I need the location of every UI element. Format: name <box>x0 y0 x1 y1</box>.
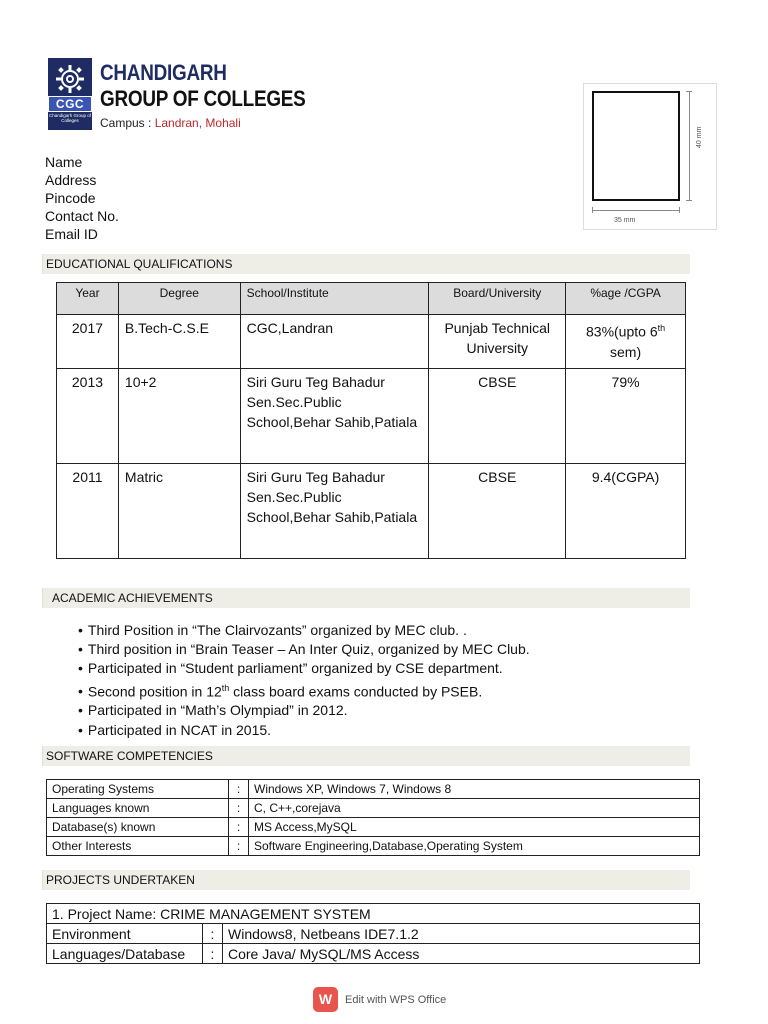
separator: : <box>203 924 223 944</box>
software-value: Software Engineering,Database,Operating System <box>249 837 700 856</box>
year-cell: 2017 <box>57 315 119 369</box>
software-heading: SOFTWARE COMPETENCIES <box>42 746 690 766</box>
width-dimension-line <box>592 207 680 213</box>
pincode-label: Pincode <box>45 190 96 206</box>
software-key: Other Interests <box>47 837 229 856</box>
school-cell: CGC,Landran <box>240 315 429 369</box>
address-label: Address <box>45 172 97 188</box>
column-header: School/Institute <box>240 283 429 315</box>
software-key: Operating Systems <box>47 780 229 799</box>
score-cell: 9.4(CGPA) <box>566 464 686 559</box>
table-row <box>47 904 700 924</box>
table-row <box>47 944 700 964</box>
year-cell: 2011 <box>57 464 119 559</box>
college-logo <box>48 58 306 132</box>
height-dimension-line <box>686 91 692 201</box>
board-cell: CBSE <box>429 464 566 559</box>
achievements-list <box>78 621 530 740</box>
achievements-heading: ACADEMIC ACHIEVEMENTS <box>42 588 690 608</box>
projects-table <box>46 903 700 964</box>
name-label: Name <box>45 154 83 170</box>
software-value: C, C++,corejava <box>249 799 700 818</box>
separator: : <box>229 799 249 818</box>
logo-title-line2: GROUP OF COLLEGES <box>100 86 306 111</box>
achievement-text: Second position in 12 <box>87 683 222 700</box>
degree-cell: B.Tech-C.S.E <box>118 315 240 369</box>
contact-label: Contact No. <box>45 208 119 224</box>
gear-emblem-icon <box>55 64 85 94</box>
software-key: Database(s) known <box>47 818 229 837</box>
software-table <box>46 779 700 856</box>
table-row <box>57 315 686 369</box>
project-value: Windows8, Netbeans IDE7.1.2 <box>223 924 700 944</box>
email-label: Email ID <box>45 226 98 242</box>
list-item: • Participated in “Math’s Olympiad” in 2012. <box>78 701 530 720</box>
table-row <box>47 924 700 944</box>
column-header: Board/University <box>429 283 566 315</box>
campus-line <box>100 116 241 130</box>
board-cell: CBSE <box>429 369 566 464</box>
column-header: Degree <box>118 283 240 315</box>
table-row <box>57 464 686 559</box>
column-header: %age /CGPA <box>566 283 686 315</box>
logo-mark-subtext: Chandigarh Group of Colleges <box>48 113 92 123</box>
project-title: 1. Project Name: CRIME MANAGEMENT SYSTEM <box>47 904 700 924</box>
table-header-row <box>57 283 686 315</box>
height-dimension-label: 40 mm <box>696 126 703 148</box>
project-value: Core Java/ MySQL/MS Access <box>223 944 700 964</box>
list-item: • Third position in “Brain Teaser – An Inter Quiz, organized by MEC Club. <box>78 640 530 659</box>
campus-label: Campus : <box>100 116 155 130</box>
table-row <box>57 369 686 464</box>
education-heading: EDUCATIONAL QUALIFICATIONS <box>42 254 690 274</box>
separator: : <box>229 837 249 856</box>
table-row <box>47 799 700 818</box>
software-key: Languages known <box>47 799 229 818</box>
software-value: MS Access,MySQL <box>249 818 700 837</box>
wps-label: Edit with WPS Office <box>345 993 447 1006</box>
table-row <box>47 818 700 837</box>
photo-frame <box>592 91 680 201</box>
list-item <box>78 679 530 702</box>
achievement-superscript: th <box>221 682 230 693</box>
school-cell: Siri Guru Teg Bahadur Sen.Sec.Public School,Behar Sahib,Patiala <box>240 464 429 559</box>
logo-emblem <box>48 58 92 130</box>
logo-title-line1: CHANDIGARH <box>100 60 227 85</box>
logo-mark-text: CGC <box>48 96 92 112</box>
degree-cell: Matric <box>118 464 240 559</box>
score-cell <box>566 315 686 369</box>
project-key: Environment <box>47 924 203 944</box>
personal-details <box>45 153 119 243</box>
score-text: 83%(upto 6 <box>586 323 658 340</box>
score-tail: sem) <box>610 343 642 360</box>
list-item: • Participated in “Student parliament” organized by CSE department. <box>78 659 530 678</box>
separator: : <box>229 818 249 837</box>
school-cell: Siri Guru Teg Bahadur Sen.Sec.Public School,Behar Sahib,Patiala <box>240 369 429 464</box>
edit-with-wps-button[interactable] <box>313 987 446 1012</box>
achievement-text-tail: class board exams conducted by PSEB. <box>229 683 483 700</box>
score-cell: 79% <box>566 369 686 464</box>
year-cell: 2013 <box>57 369 119 464</box>
width-dimension-label: 35 mm <box>614 217 636 224</box>
table-row <box>47 780 700 799</box>
list-item: • Third Position in “The Clairvozants” organized by MEC club. . <box>78 621 530 640</box>
project-key: Languages/Database <box>47 944 203 964</box>
degree-cell: 10+2 <box>118 369 240 464</box>
separator: : <box>229 780 249 799</box>
campus-location: Landran, Mohali <box>154 116 241 130</box>
software-value: Windows XP, Windows 7, Windows 8 <box>249 780 700 799</box>
column-header: Year <box>57 283 119 315</box>
projects-heading: PROJECTS UNDERTAKEN <box>42 870 690 890</box>
photo-placeholder <box>583 83 717 230</box>
separator: : <box>203 944 223 964</box>
list-item: • Participated in NCAT in 2015. <box>78 721 530 740</box>
board-cell: Punjab Technical University <box>429 315 566 369</box>
wps-office-icon: W <box>313 987 338 1012</box>
education-table <box>56 282 686 559</box>
table-row <box>47 837 700 856</box>
score-superscript: th <box>657 323 666 333</box>
